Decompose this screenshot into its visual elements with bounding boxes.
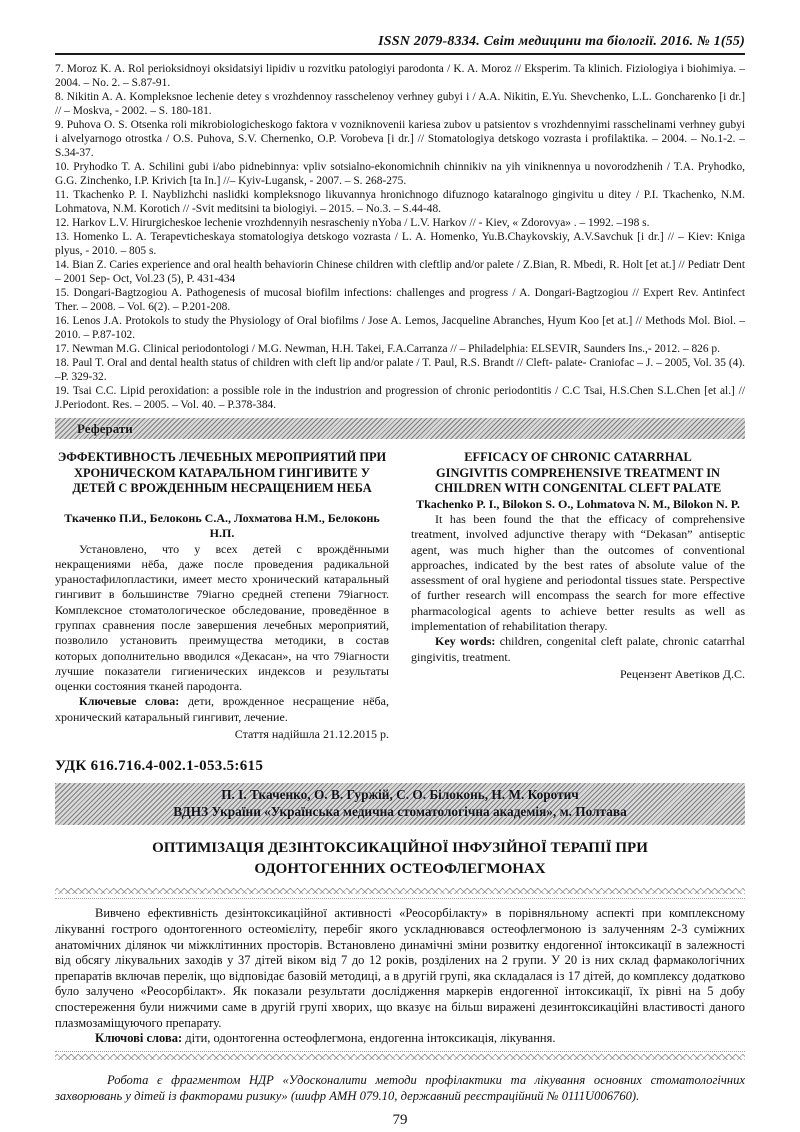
- authors-banner: [55, 783, 745, 825]
- reference-item: 8. Nikitin A. A. Kompleksnoe lechenie detey s vrozhdennoy rasschelenoy verhney gubyi i / A.A. Nikitin, E.Yu. Shevchenko, L.L. Goncharenko [i dr.] // – Moskva, - 2002. – S. 180-181.: [55, 91, 745, 117]
- abstract-column-en: [411, 450, 745, 742]
- reference-item: 7. Moroz K. A. Rol perioksidnoyi oksidatsiyi lipidiv u rozvitku patologiyi parodonta / K. A. Moroz // Eksperim. Ta klinich. Fiziologiya i biohimiya. – 2004. – No. 2. – S.87-91.: [55, 63, 745, 89]
- page-number: 79: [392, 1111, 408, 1128]
- banner-affiliation-line: ВДНЗ України «Українська медична стоматологічна академія», м. Полтава: [173, 803, 627, 819]
- reference-item: 10. Pryhodko T. A. Schilini gubi i/abo pidnebinnya: vpliv sotsialno-ekonomichnih chinnikiv na yih viniknennya u novorodzhenih / T.A. Pryhodko, G.G. Zinchenko, I.P. Krivich [ta In.] //– Kyiv-Lugansk, - 2007. – S. 268-275.: [55, 161, 745, 187]
- reference-item: 16. Lenos J.A. Protokols to study the Physiology of Oral biofilms / Jose A. Lemos, Jacqueline Abranches, Hyum Koo [et at.] // Methods Mol. Biol. – 2010. – P.87-102.: [55, 315, 745, 341]
- abstract-body-ru: Установлено, что у всех детей с врождёнными некращениями нёба, даже после проведения радикальной ураностафилопластики, имеет место хронический катаральный гингивит в большинстве 79iагно средней степени 79iагност. Комплексное стоматологическое обследование, проведённое в группах сравнения после завершения лечебных мероприятий, позволило установить преимущества методики, в состав которых дополнительно вводился «Декасан», на что 79iагности лучшие показатели гигиенических индексов и результаты оценки состояния тканей пародонта.: [55, 541, 389, 694]
- reference-item: 13. Homenko L. A. Terapevticheskaya stomatologiya detskogo vozrasta / L. A. Homenko, Yu.B.Chaykovskiy, A.V.Savchuk [i dr.] // – Kiev: Kniga plyus, - 2010. – 805 s.: [55, 231, 745, 257]
- keywords-label-uk: Ключові слова:: [95, 1031, 183, 1046]
- keywords-en: [411, 634, 745, 665]
- keywords-label-en: Key words:: [435, 634, 496, 649]
- reference-item: 14. Bian Z. Caries experience and oral health behaviorin Chinese children with cleftlip and/or palete / Z.Bian, R. Mbedi, R. Holt [et at.] // Pediatr Dent – 2001 Sep- Oct, Vol.23 (5), P. 431-434: [55, 259, 745, 285]
- zigzag-separator: [55, 1054, 745, 1060]
- abstract-authors-ru: Ткаченко П.И., Белоконь С.А., Лохматова Н.М., Белоконь Н.П.: [64, 510, 380, 540]
- abstract-column-ru: [55, 450, 389, 742]
- keywords-uk: [55, 1031, 745, 1047]
- keywords-text-uk: діти, одонтогенна остеофлегмона, ендогенна інтоксикація, лікування.: [182, 1031, 556, 1046]
- udc-line: УДК 616.716.4-002.1-053.5:615: [55, 758, 264, 775]
- journal-header: [55, 34, 745, 55]
- dotted-separator: [55, 898, 745, 899]
- banner-authors-line: П. І. Ткаченко, О. В. Гуржій, С. О. Білоконь, Н. М. Коротич: [221, 787, 579, 803]
- abstract-text-uk: Вивчено ефективність дезінтоксикаційної активності «Реосорбілакту» в порівняльному аспекті при комплексному лікуванні гострого одонтогенного остеомієліту, перебіг якого ускладнювався остеофлегмоною із залученням 2-3 суміжних анатомічних ділянок чи міжклітинних просторів. Встановлено динамічні зміни розвитку ендогенної інтоксикації в залежності від обсягу лікувальних заходів у 37 дітей віком від 7 до 12 років, розділених на 2 групи. У 20 із них склад фармакологічних препаратів включав перелік, що відповідає базовій методиці, а в другій групі, яка складалася із 17 дітей, до комплексу додатково було залучено «Реосорбілакт». Як показали результати дослідження маркерів ендогенної інтоксикації, їх рівні на 5 добу спостереження були нижчими саме в другій групі хворих, що вказує на більш виражені дезинтоксикаційні властивості даного плазмозаміщуючого препарату.: [55, 906, 745, 1030]
- keywords-label-ru: Ключевые слова:: [79, 694, 180, 709]
- reference-item: 19. Tsai C.C. Lipid peroxidation: a possible role in the industrion and progression of chronic periodontitis / C.C Tsai, H.S.Chen S.L.Chen [et al.] // J.Periodont. Res. – 2005. – Vol. 40. – P.378-384.: [55, 385, 745, 411]
- dotted-separator: [55, 1051, 745, 1052]
- reviewer-line: Рецензент Аветіков Д.С.: [620, 666, 745, 681]
- reference-item: 12. Harkov L.V. Hirurgicheskoe lechenie vrozhdennyih nesrascheniy nYoba / L.V. Harkov // - Kiev, « Zdorovya» . – 1992. –198 s.: [55, 217, 650, 229]
- abstract-title-en: EFFICACY OF CHRONIC CATARRHAL GINGIVITIS COMPREHENSIVE TREATMENT IN CHILDREN WITH CONGENITAL CLEFT PALATE: [434, 450, 722, 495]
- reference-item: 15. Dongari-Bagtzogiou A. Pathogenesis of mucosal biofilm infections: challenges and progress / A. Dongari-Bagtzogiou // Expert Rev. Antinfect Ther. – 2008. – Vol. 6(2). – P.201-208.: [55, 287, 745, 313]
- abstract-body-en: It has been found the that the efficacy of comprehensive treatment, involved adjunctive therapy with “Dekasan” antiseptic agent, was much higher than the outcomes of conventional approaches, indicated by the best rates of absolute value of the assessment of oral hygiene and periodontal tissues state. Perspective of further research will encompass the search for more effective pharmacological agents to achieve better results as well as implementation of rehabilitation therapy.: [411, 512, 745, 634]
- referaty-band: [55, 418, 745, 439]
- received-date-line: Стаття надійшла 21.12.2015 р.: [234, 727, 389, 742]
- issn-line: ISSN 2079-8334. Світ медицини та біології. 2016. № 1(55): [378, 34, 745, 49]
- reference-item: 11. Tkachenko P. I. Nayblizhchi naslidki kompleksnogo likuvannya hronichnogo difuznogo kataralnogo gingivitu u ditey / P.I. Tkachenko, N.M. Lohmatova, N.M. Korotich // -Svit meditsini ta biologiyi. – 2015. – No.3. – S.44-48.: [55, 189, 745, 215]
- reference-item: 9. Puhova O. S. Otsenka roli mikrobiologicheskogo faktora v vozniknovenii kariesa zubov u patsientov s vrozhdennyimi rasschelinami verhney gubyi i alvelyarnogo otrostka / O.S. Puhova, S.V. Chernenko, O.P. Vorobeva [i dr.] // Stomatologiya detskogo vozrasta i profilaktika. – 2004. – No.1-2. – S.34-37.: [55, 119, 745, 159]
- references-list: [55, 62, 745, 412]
- keywords-text-ru: дети, врожденное несращение нёба, хронический катаральный гингивит, лечение.: [55, 694, 389, 724]
- article-abstract-uk: [55, 906, 745, 1046]
- keywords-text-en: children, congenital cleft palate, chronic catarrhal gingivitis, treatment.: [411, 634, 745, 664]
- abstracts-columns: [55, 450, 745, 742]
- ndr-note-text: Робота є фрагментом НДР «Удосконалити методи профілактики та лікування основних стоматологічних захворювань у дітей із факторами ризику» (шифр АМН 079.10, державний реєстраційний № 0111U006760).: [55, 1072, 745, 1103]
- reference-item: 18. Paul T. Oral and dental health status of children with cleft lip and/or palate / T. Paul, R.S. Brandt // Cleft- palate- Craniofac – J. – 2005, Vol. 35 (4). –P. 329-32.: [55, 357, 745, 383]
- keywords-ru: [55, 694, 389, 725]
- ndr-note: [55, 1072, 745, 1104]
- article-title: ОПТИМІЗАЦІЯ ДЕЗІНТОКСИКАЦІЙНОЇ ІНФУЗІЙНОЇ ТЕРАПІЇ ПРИ ОДОНТОГЕННИХ ОСТЕОФЛЕГМОНАХ: [152, 840, 648, 878]
- zigzag-separator: [55, 888, 745, 894]
- abstract-title-ru: ЭФФЕКТИВНОСТЬ ЛЕЧЕБНЫХ МЕРОПРИЯТИЙ ПРИ ХРОНИЧЕСКОМ КАТАРАЛЬНОМ ГИНГИВИТЕ У ДЕТЕЙ С ВРОЖДЕННЫМ НЕСРАЩЕНИЕМ НЕБА: [57, 450, 387, 495]
- abstract-authors-en: Tkachenko P. I., Bilokon S. O., Lohmatova N. M., Bilokon N. P.: [416, 496, 740, 511]
- referaty-label: Реферати: [77, 420, 133, 436]
- reference-item: 17. Newman M.G. Clinical periodontologi / M.G. Newman, H.H. Takei, F.A.Carranza // – Philadelphia: ELSEVIR, Saunders Ins.,- 2012. – 826 p.: [55, 343, 720, 355]
